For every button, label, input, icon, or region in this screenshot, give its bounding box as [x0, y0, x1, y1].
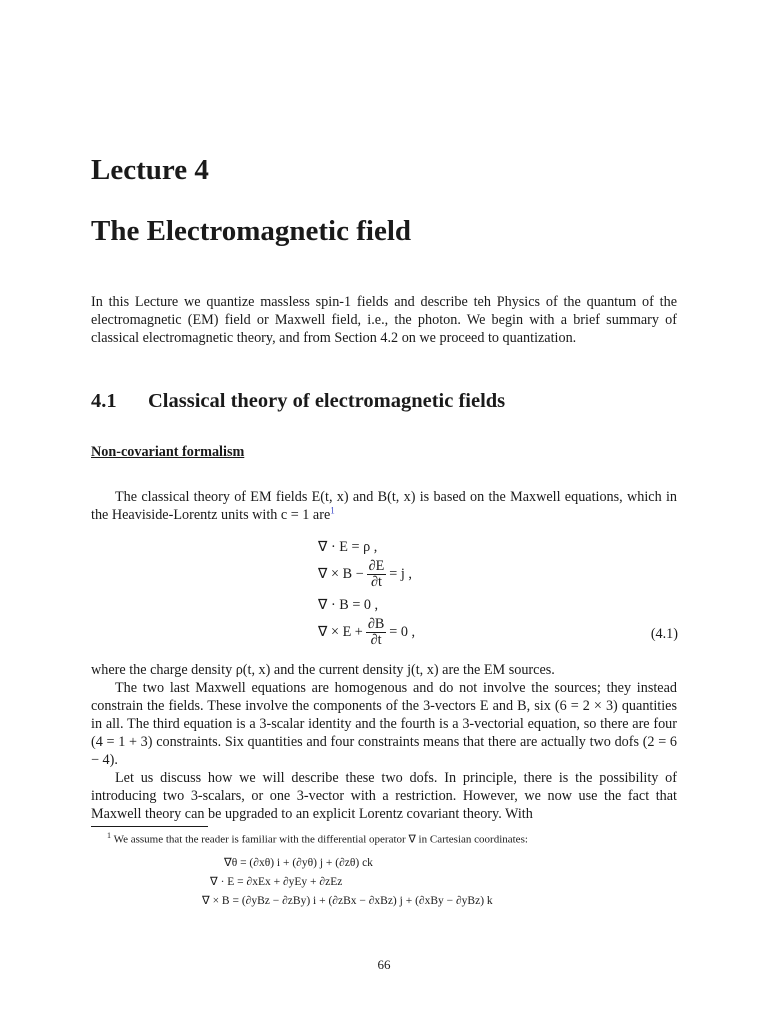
footnote-equations [200, 855, 580, 911]
equation-gauss-magnetism: ∇ · B = 0 , [318, 597, 379, 613]
paragraph-maxwell-intro [91, 488, 677, 524]
equation-ampere-rhs: = j , [389, 566, 412, 582]
equation-ampere-fraction [367, 559, 387, 590]
footnote-text: We assume that the reader is familiar with the differential operator ∇ in Cartesian coordinates: [113, 833, 528, 846]
footnote-reference-link[interactable]: 1 [330, 505, 335, 516]
footnote-eq-divergence: ∇ · E = ∂xEx + ∂yEy + ∂zEz [210, 876, 343, 888]
fraction-numerator: ∂E [368, 558, 385, 574]
footnote-eq-curl: ∇ × B = (∂yBz − ∂zBy) i + (∂zBx − ∂xBz) j + (∂xBy − ∂yBz) k [202, 895, 493, 907]
fraction-denominator: ∂t [370, 632, 382, 648]
footnote-eq-gradient: ∇θ = (∂xθ) i + (∂yθ) j + (∂zθ) ck [224, 857, 373, 869]
paragraph-maxwell-intro-text: The classical theory of EM fields E(t, x) and B(t, x) is based on the Maxwell equations, which in the Heaviside-Lorentz units with c = 1 are [91, 489, 677, 523]
page-number: 66 [377, 957, 391, 972]
fraction-denominator: ∂t [370, 574, 382, 590]
equation-faraday-fraction [366, 617, 386, 648]
paragraph-sources: where the charge density ρ(t, x) and the current density j(t, x) are the EM sources. [91, 662, 555, 678]
intro-paragraph: In this Lecture we quantize massless spin-1 fields and describe teh Physics of the quantum of the electromagnetic (EM) field or Maxwell field, i.e., the photon. We begin with a brief summary of classical electromagnetic theory, and from Section 4.2 on we proceed to quantization. [91, 294, 677, 346]
paragraph-constraints: The two last Maxwell equations are homogenous and do not involve the sources; they instead constrain the fields. These involve the components of the 3-vectors E and B, six (6 = 2 × 3) quantities in all. The third equation is a 3-scalar identity and the fourth is a 3-vectorial equation, so there are four (4 = 1 + 3) constraints. Six quantities and four constraints means that there are actually two dofs (2 = 6 − 4). [91, 680, 677, 768]
paragraph-dofs: Let us discuss how we will describe these two dofs. In principle, there is the possibility of introducing two 3-scalars, or one 3-vector with a restriction. However, we now use the fact that Maxwell theory can be upgraded to an explicit Lorentz covariant theory. With [91, 770, 677, 822]
footnote [107, 831, 528, 846]
equation-faraday-lhs: ∇ × E + [318, 624, 363, 640]
section-number: 4.1 [91, 390, 117, 412]
section-title: Classical theory of electromagnetic fields [148, 390, 506, 412]
equation-ampere-lhs: ∇ × B − [318, 566, 364, 582]
section-heading [91, 390, 505, 413]
equation-gauss: ∇ · E = ρ , [318, 539, 378, 555]
equation-faraday [318, 617, 415, 648]
equation-ampere [318, 559, 412, 590]
equation-faraday-rhs: = 0 , [389, 624, 416, 640]
maxwell-equations [318, 537, 678, 655]
lecture-label: Lecture 4 [91, 154, 209, 186]
subsection-heading: Non-covariant formalism [91, 444, 245, 460]
fraction-numerator: ∂B [367, 616, 385, 632]
footnote-divider [91, 826, 208, 827]
equation-number: (4.1) [650, 626, 678, 642]
lecture-title: The Electromagnetic field [91, 215, 412, 247]
footnote-mark: 1 [107, 831, 111, 840]
